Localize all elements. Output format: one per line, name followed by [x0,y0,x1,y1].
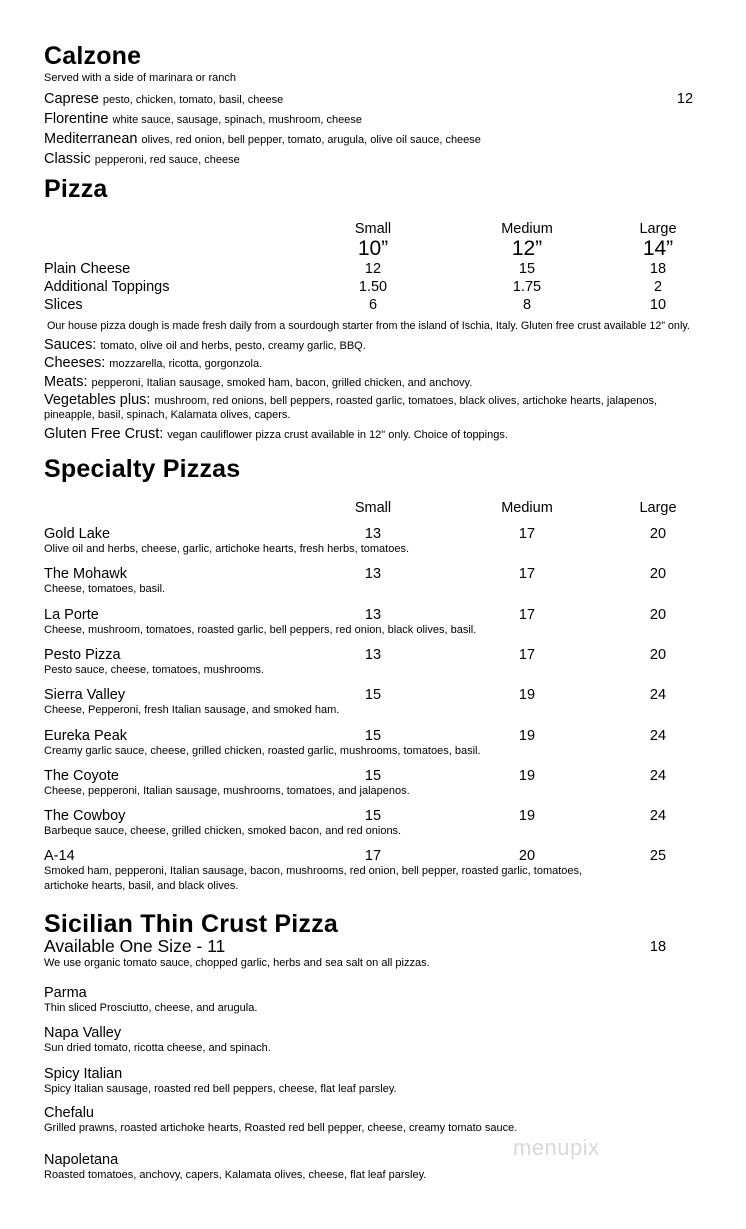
specialty-title: Specialty Pizzas [44,455,241,483]
sicilian-item-name: Napoletana [44,1152,119,1168]
menu-item [44,91,283,109]
price: 19 [518,687,536,704]
size-label: Large [639,500,677,516]
option-line [44,374,472,392]
calzone-price: 12 [676,91,694,107]
price: 1.75 [512,279,542,295]
specialty-item-desc: Olive oil and herbs, cheese, garlic, artichoke hearts, fresh herbs, tomatoes. [44,543,410,555]
option-text: tomato, olive oil and herbs, pesto, creamy garlic, BBQ. [100,340,366,352]
sicilian-item-name: Napa Valley [44,1025,122,1041]
price: 20 [649,566,667,583]
watermark-logo: menupix [513,1135,600,1160]
price: 20 [649,646,667,663]
option-line [44,355,262,373]
option-label: Gluten Free Crust: [44,426,164,442]
dough-note: Our house pizza dough is made fresh daily from a sourdough starter from the island of Ischia, Italy. Gluten free crust available 12” only. [47,320,690,332]
specialty-item-desc: Creamy garlic sauce, cheese, grilled chicken, roasted garlic, mushrooms, tomatoes, basil. [44,744,481,757]
item-name: Mediterranean [44,131,138,147]
specialty-item-desc: Cheese, tomatoes, basil. [44,583,166,596]
price: 24 [649,687,667,704]
price: 13 [364,646,382,663]
menu-item [44,151,240,169]
specialty-item-name: Pesto Pizza [44,646,121,663]
price: 19 [518,767,536,784]
price: 6 [368,297,378,313]
price: 15 [518,261,536,277]
sicilian-note: We use organic tomato sauce, chopped garlic, herbs and sea salt on all pizzas. [44,957,430,969]
specialty-item-name: The Coyote [44,767,119,784]
option-label: Sauces: [44,337,97,353]
sicilian-item-name: Spicy Italian [44,1066,123,1082]
specialty-item-name: Eureka Peak [44,727,128,744]
price: 17 [518,646,536,663]
price: 20 [649,606,667,623]
specialty-item-desc: Cheese, Pepperoni, fresh Italian sausage, and smoked ham. [44,704,340,717]
price: 15 [364,808,382,825]
item-desc: white sauce, sausage, spinach, mushroom, cheese [112,114,362,126]
item-name: Caprese [44,91,99,107]
size-label: Small [354,500,392,516]
size-label: Large [639,221,677,237]
specialty-item-name: The Mohawk [44,566,128,583]
specialty-item-desc: Pesto sauce, cheese, tomatoes, mushrooms. [44,663,265,676]
price: 24 [649,727,667,744]
specialty-item-name: The Cowboy [44,808,126,825]
price: 18 [649,261,667,277]
price: 19 [518,727,536,744]
specialty-item-desc: Smoked ham, pepperoni, Italian sausage, bacon, mushrooms, red onion, bell pepper, roasted garlic, tomatoes, [44,865,583,878]
price: 8 [522,297,532,313]
sicilian-item-name: Chefalu [44,1105,94,1121]
size-label: Small [354,221,392,237]
price: 17 [364,848,382,865]
option-line [44,392,657,410]
sicilian-price: 18 [649,939,667,955]
price: 2 [653,279,663,295]
option-text-continued: pineapple, basil, spinach, Kalamata olives, capers. [44,409,291,421]
price: 13 [364,606,382,623]
specialty-item-name: Sierra Valley [44,687,126,704]
specialty-item-desc: Cheese, pepperoni, Italian sausage, mushrooms, tomatoes, and jalapenos. [44,784,410,797]
option-line [44,337,366,355]
price: 1.50 [358,279,388,295]
sicilian-item-desc: Thin sliced Prosciutto, cheese, and arugula. [44,1002,258,1014]
sicilian-item-desc: Grilled prawns, roasted artichoke hearts, Roasted red bell pepper, cheese, creamy tomato sauce. [44,1122,518,1134]
sicilian-subtitle: Available One Size - 11 [44,936,226,956]
size-inches: 10” [357,237,389,260]
price: 10 [649,297,667,313]
sicilian-item-name: Parma [44,985,87,1001]
price: 13 [364,566,382,583]
sicilian-item-desc: Roasted tomatoes, anchovy, capers, Kalamata olives, cheese, flat leaf parsley. [44,1169,427,1181]
option-line [44,426,508,444]
pizza-row-name: Slices [44,297,83,313]
specialty-item-desc: Cheese, mushroom, tomatoes, roasted garlic, bell peppers, red onion, black olives, basil. [44,623,477,636]
option-label: Cheeses: [44,355,106,371]
price: 15 [364,687,382,704]
sicilian-title: Sicilian Thin Crust Pizza [44,910,338,938]
calzone-title: Calzone [44,42,142,70]
option-text: mushroom, red onions, bell peppers, roasted garlic, tomatoes, black olives, artichoke hearts, jalapenos, [154,395,658,407]
price: 13 [364,526,382,542]
specialty-item-desc-continued: artichoke hearts, basil, and black olives. [44,880,239,893]
pizza-title: Pizza [44,175,108,203]
price: 12 [364,261,382,277]
item-desc: pepperoni, red sauce, cheese [94,154,240,166]
price: 20 [518,848,536,865]
price: 25 [649,848,667,865]
pizza-row-name: Plain Cheese [44,261,131,277]
option-label: Meats: [44,374,88,390]
size-label: Medium [501,221,553,237]
specialty-item-name: A-14 [44,848,75,865]
option-text: mozzarella, ricotta, gorgonzola. [109,358,263,370]
item-name: Classic [44,151,91,167]
item-desc: olives, red onion, bell pepper, tomato, arugula, olive oil sauce, cheese [141,134,481,146]
specialty-item-name: La Porte [44,606,99,623]
menu-item [44,131,481,149]
calzone-note: Served with a side of marinara or ranch [44,72,236,84]
option-text: pepperoni, Italian sausage, smoked ham, bacon, grilled chicken, and anchovy. [91,377,473,389]
size-inches: 14” [642,237,674,260]
item-desc: pesto, chicken, tomato, basil, cheese [102,94,284,106]
option-text: vegan cauliflower pizza crust available in 12" only. Choice of toppings. [167,429,508,441]
price: 17 [518,526,536,542]
price: 17 [518,566,536,583]
option-label: Vegetables plus: [44,392,151,408]
sicilian-item-desc: Sun dried tomato, ricotta cheese, and spinach. [44,1042,271,1054]
price: 24 [649,808,667,825]
price: 15 [364,727,382,744]
price: 17 [518,606,536,623]
pizza-row-name: Additional Toppings [44,279,170,295]
price: 15 [364,767,382,784]
item-name: Florentine [44,111,109,127]
size-label: Medium [501,500,553,516]
menu-item [44,111,362,129]
specialty-item-name: Gold Lake [44,526,111,542]
price: 20 [649,526,667,542]
price: 19 [518,808,536,825]
price: 24 [649,767,667,784]
specialty-item-desc: Barbeque sauce, cheese, grilled chicken, smoked bacon, and red onions. [44,825,402,838]
size-inches: 12” [511,237,543,260]
sicilian-item-desc: Spicy Italian sausage, roasted red bell peppers, cheese, flat leaf parsley. [44,1083,397,1095]
